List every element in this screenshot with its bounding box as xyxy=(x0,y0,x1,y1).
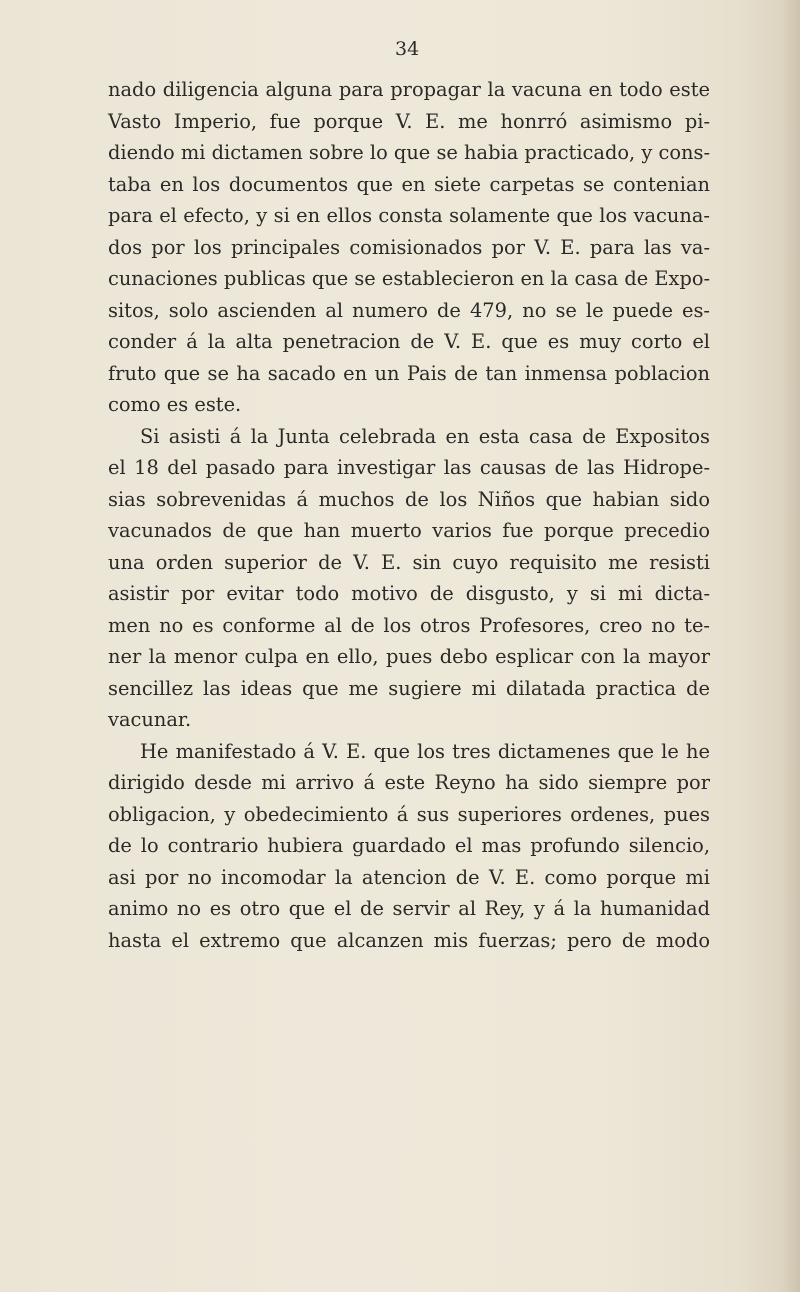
page-edge-shadow xyxy=(740,0,800,1292)
text-line: dos por los principales comisionados por V. E. para las va- xyxy=(108,235,710,259)
text-line: Vasto Imperio, fue porque V. E. me honrró asimismo pi- xyxy=(108,109,710,133)
text-line: animo no es otro que el de servir al Rey, y á la humanidad xyxy=(108,897,710,920)
text-line: conder á la alta penetracion de V. E. que es muy corto el xyxy=(108,330,710,353)
text-line: vacunar. xyxy=(108,708,192,731)
text-line: diendo mi dictamen sobre lo que se habia practicado, y cons- xyxy=(108,141,710,164)
text-line: men no es conforme al de los otros Profesores, creo no te- xyxy=(108,613,710,637)
text-line: ner la menor culpa en ello, pues debo esplicar con la mayor xyxy=(108,645,710,668)
text-line: sencillez las ideas que me sugiere mi dilatada practica de xyxy=(108,676,710,700)
text-line: sias sobrevenidas á muchos de los Niños que habian sido xyxy=(108,487,710,511)
text-line: cunaciones publicas que se establecieron en la casa de Expo- xyxy=(108,267,710,290)
text-line: nado diligencia alguna para propagar la vacuna en todo este xyxy=(108,78,710,101)
text-line: vacunados de que han muerto varios fue porque precedio xyxy=(108,519,710,542)
text-line: sitos, solo ascienden al numero de 479, no se le puede es- xyxy=(108,298,710,322)
body-text xyxy=(108,74,710,956)
text-line: como es este. xyxy=(108,393,242,416)
text-line: para el efecto, y si en ellos consta solamente que los vacuna- xyxy=(108,204,710,227)
text-line: de lo contrario hubiera guardado el mas profundo silencio, xyxy=(108,834,710,857)
text-line: obligacion, y obedecimiento á sus superiores ordenes, pues xyxy=(108,802,710,826)
text-line: fruto que se ha sacado en un Pais de tan inmensa poblacion xyxy=(108,361,710,385)
page-number: 34 xyxy=(395,38,420,60)
text-line: asistir por evitar todo motivo de disgusto, y si mi dicta- xyxy=(108,582,710,605)
text-line: una orden superior de V. E. sin cuyo requisito me resisti xyxy=(108,550,710,574)
text-line: Si asisti á la Junta celebrada en esta casa de Expositos xyxy=(140,424,710,448)
text-line: el 18 del pasado para investigar las causas de las Hidrope- xyxy=(108,456,710,479)
text-line: hasta el extremo que alcanzen mis fuerzas; pero de modo xyxy=(108,928,710,952)
text-line: He manifestado á V. E. que los tres dictamenes que le he xyxy=(140,739,710,763)
text-line: taba en los documentos que en siete carpetas se contenian xyxy=(108,172,710,196)
text-line: asi por no incomodar la atencion de V. E. como porque mi xyxy=(108,865,710,889)
text-line: dirigido desde mi arrivo á este Reyno ha sido siempre por xyxy=(108,771,710,794)
